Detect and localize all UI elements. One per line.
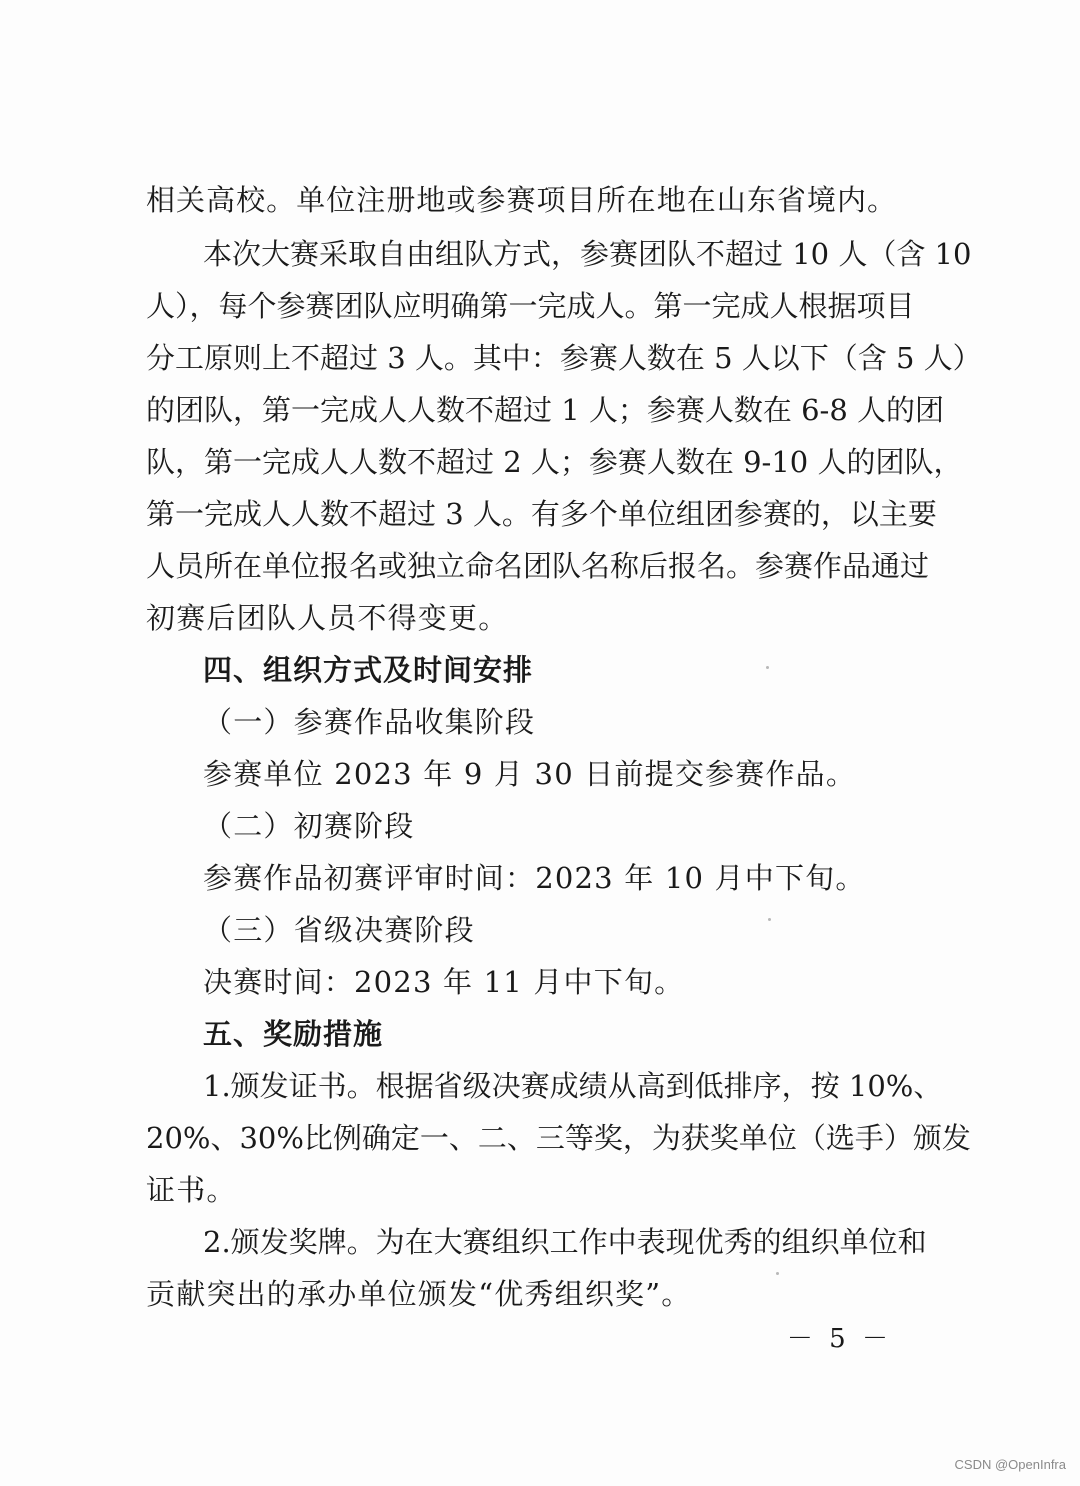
paragraph-line: 证书。 [146,1173,237,1207]
paragraph-line: 参赛单位 2023 年 9 月 30 日前提交参赛作品。 [203,757,857,791]
paragraph-line: 参赛作品初赛评审时间：2023 年 10 月中下旬。 [203,861,866,895]
paragraph-line: 人员所在单位报名或独立命名团队名称后报名。参赛作品通过 [146,549,930,583]
subsection-heading: （二）初赛阶段 [203,809,415,843]
paragraph-line: 决赛时间：2023 年 11 月中下旬。 [203,965,685,999]
paragraph-line: 贡献突出的承办单位颁发“优秀组织奖”。 [146,1277,692,1311]
paragraph-line: 人），每个参赛团队应明确第一完成人。第一完成人根据项目 [146,289,915,323]
scan-speck [768,918,771,921]
section-heading: 五、奖励措施 [203,1017,384,1051]
paragraph-line: 队，第一完成人人数不超过 2 人；参赛人数在 9-10 人的团队， [146,445,963,479]
scan-speck [766,666,769,669]
page-number: － 5 － [786,1324,892,1354]
paragraph-line: 相关高校。单位注册地或参赛项目所在地在山东省境内。 [146,183,896,217]
subsection-heading: （一）参赛作品收集阶段 [203,705,536,739]
paragraph-line: 第一完成人人数不超过 3 人。有多个单位组团参赛的，以主要 [146,497,937,531]
paragraph-line: 初赛后团队人员不得变更。 [146,601,509,635]
section-heading: 四、组织方式及时间安排 [203,653,534,687]
paragraph-line: 分工原则上不超过 3 人。其中：参赛人数在 5 人以下（含 5 人） [146,341,982,375]
paragraph-line: 1.颁发证书。根据省级决赛成绩从高到低排序，按 10%、 [203,1069,943,1103]
scan-speck [776,1272,779,1275]
watermark: CSDN @OpenInfra [954,1457,1066,1472]
paragraph-line: 2.颁发奖牌。为在大赛组织工作中表现优秀的组织单位和 [203,1225,927,1259]
paragraph-line: 的团队，第一完成人人数不超过 1 人；参赛人数在 6-8 人的团 [146,393,945,427]
paragraph-line: 20%、30%比例确定一、二、三等奖，为获奖单位（选手）颁发 [146,1121,971,1155]
paragraph-line: 本次大赛采取自由组队方式，参赛团队不超过 10 人（含 10 [203,237,972,271]
subsection-heading: （三）省级决赛阶段 [203,913,475,947]
